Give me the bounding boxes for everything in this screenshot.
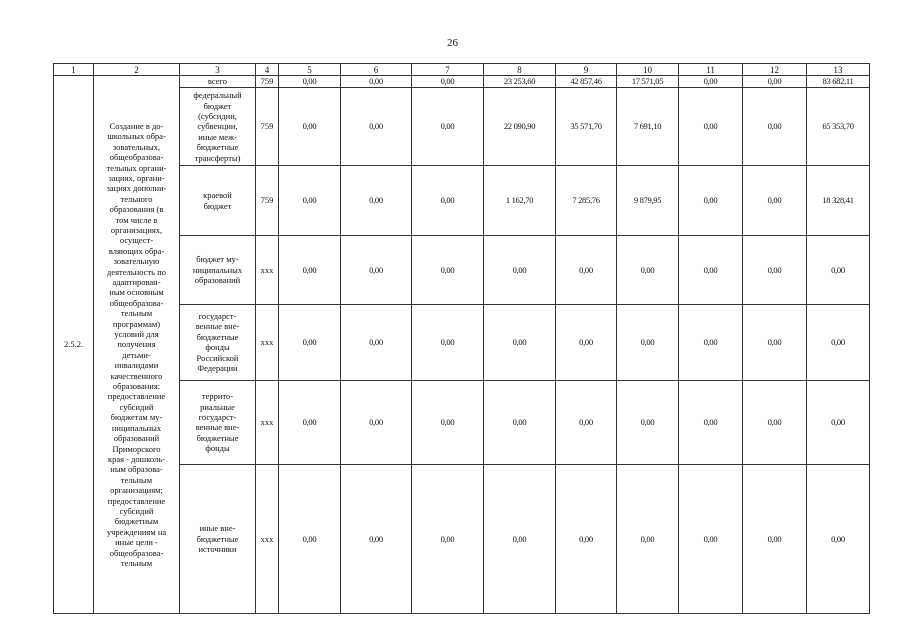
funding-source-line: бюджетные — [196, 432, 239, 443]
funding-source-line: субвенции, — [197, 121, 238, 132]
value-cell: 0,00 — [341, 304, 412, 380]
kbk-code: 759 — [256, 166, 279, 236]
funding-source-line: бюджетные — [196, 331, 239, 342]
description-line: адаптирован- — [112, 277, 161, 288]
funding-source-line: трансферты) — [194, 152, 241, 163]
header-cell: 2 — [94, 64, 180, 76]
value-cell: 0,00 — [341, 380, 412, 464]
header-cell: 13 — [807, 64, 870, 76]
value-cell: 0,00 — [679, 380, 743, 464]
value-cell: 0,00 — [807, 304, 870, 380]
value-cell: 0,00 — [412, 166, 484, 236]
funding-source-line: венные вне- — [195, 422, 240, 433]
funding-source-line: государст- — [198, 311, 237, 322]
value-cell: 0,00 — [412, 235, 484, 304]
value-cell: 0,00 — [556, 464, 617, 613]
kbk-code: xxx — [256, 380, 279, 464]
funding-source-line: фонды — [205, 342, 230, 353]
value-cell: 0,00 — [279, 235, 341, 304]
description-line: учреждениям на — [106, 526, 167, 537]
value-cell: 0,00 — [617, 464, 679, 613]
description-line: программам) — [112, 318, 161, 329]
description-line: ным образова- — [110, 464, 163, 475]
description-line: тельным — [120, 308, 153, 319]
kbk-code: 759 — [256, 76, 279, 88]
description-line: тельных органи- — [106, 162, 167, 173]
funding-source — [180, 235, 256, 304]
value-cell: 35 571,70 — [556, 88, 617, 166]
value-cell: 0,00 — [556, 304, 617, 380]
funding-source-line: бюджетные — [196, 142, 239, 153]
description-line: ным основным — [109, 287, 164, 298]
description-line: том числе в — [115, 214, 158, 225]
header-row — [54, 64, 870, 76]
value-cell: 0,00 — [279, 304, 341, 380]
value-cell: 0,00 — [484, 380, 556, 464]
funding-source-line: ниципальных — [192, 264, 243, 275]
value-cell: 0,00 — [679, 166, 743, 236]
description-line: деятельность по — [107, 266, 166, 277]
page-number: 26 — [447, 37, 458, 49]
kbk-code: xxx — [256, 235, 279, 304]
header-cell: 10 — [617, 64, 679, 76]
value-cell: 23 253,60 — [484, 76, 556, 88]
header-cell: 4 — [256, 64, 279, 76]
value-cell: 0,00 — [556, 235, 617, 304]
funding-source — [180, 304, 256, 380]
funding-source-line: федеральный — [193, 90, 242, 101]
description-line: образований — [113, 433, 160, 444]
description-line: субсидий — [119, 505, 154, 516]
funding-source-line: иные меж- — [198, 131, 237, 142]
value-cell: 83 682,11 — [807, 76, 870, 88]
description-line: организациях, — [110, 224, 163, 235]
description-line: ниципальных — [111, 422, 162, 433]
value-cell: 42 857,46 — [556, 76, 617, 88]
value-cell: 0,00 — [679, 235, 743, 304]
funding-source — [180, 76, 256, 88]
description-line: Приморского — [112, 443, 161, 454]
header-cell: 5 — [279, 64, 341, 76]
funding-source — [180, 380, 256, 464]
value-cell: 0,00 — [743, 235, 807, 304]
value-cell: 0,00 — [279, 380, 341, 464]
description-line: тельным — [120, 474, 153, 485]
description-line: общеобразова- — [109, 297, 164, 308]
funding-source-line: бюджетные — [196, 533, 239, 544]
value-cell: 17 571,05 — [617, 76, 679, 88]
value-cell: 0,00 — [412, 304, 484, 380]
item-description — [94, 76, 180, 614]
description-line: получения — [117, 339, 156, 350]
table-row — [54, 76, 870, 88]
value-cell: 0,00 — [412, 464, 484, 613]
description-line: детьми- — [122, 349, 151, 360]
value-cell: 0,00 — [617, 380, 679, 464]
value-cell: 7 691,10 — [617, 88, 679, 166]
budget-table — [53, 63, 870, 614]
funding-source-line: террито- — [201, 391, 234, 402]
funding-source-line: Федерации — [197, 363, 238, 374]
header-cell: 8 — [484, 64, 556, 76]
description-line: субсидий — [119, 401, 154, 412]
value-cell: 1 162,70 — [484, 166, 556, 236]
description-line: зациях, органи- — [108, 172, 165, 183]
value-cell: 0,00 — [743, 166, 807, 236]
value-cell: 0,00 — [556, 380, 617, 464]
value-cell: 0,00 — [484, 464, 556, 613]
funding-source-line: образований — [194, 275, 241, 286]
funding-source-line: источники — [198, 544, 237, 555]
kbk-code: xxx — [256, 304, 279, 380]
funding-source-line: фонды — [205, 443, 230, 454]
value-cell: 0,00 — [412, 88, 484, 166]
value-cell: 65 353,70 — [807, 88, 870, 166]
value-cell: 0,00 — [679, 304, 743, 380]
description-line: образования: — [112, 381, 161, 392]
value-cell: 0,00 — [743, 304, 807, 380]
header-cell: 6 — [341, 64, 412, 76]
value-cell: 0,00 — [412, 76, 484, 88]
value-cell: 0,00 — [279, 88, 341, 166]
description-line: предоставление — [107, 495, 166, 506]
value-cell: 0,00 — [743, 464, 807, 613]
value-cell: 18 328,41 — [807, 166, 870, 236]
description-line: зациях дополни- — [106, 183, 167, 194]
value-cell: 0,00 — [807, 464, 870, 613]
value-cell: 9 879,95 — [617, 166, 679, 236]
description-line: края - дошколь- — [107, 453, 166, 464]
value-cell: 0,00 — [743, 76, 807, 88]
header-cell: 3 — [180, 64, 256, 76]
value-cell: 0,00 — [341, 235, 412, 304]
description-line: образования (в — [109, 204, 164, 215]
description-line: условий для — [114, 329, 159, 340]
value-cell: 0,00 — [484, 235, 556, 304]
funding-source-line: бюджет — [203, 100, 232, 111]
funding-source-line: всего — [207, 76, 228, 87]
description-line: бюджетным — [114, 516, 159, 527]
funding-source-line: государст- — [198, 411, 237, 422]
funding-source-line: риальные — [200, 401, 235, 412]
funding-source-line: бюджет — [203, 200, 232, 211]
description-line: зовательную — [113, 256, 160, 267]
value-cell: 22 090,90 — [484, 88, 556, 166]
value-cell: 0,00 — [679, 464, 743, 613]
description-line: качественного — [110, 370, 163, 381]
value-cell: 0,00 — [617, 304, 679, 380]
funding-source-line: Российской — [196, 352, 239, 363]
description-line: тельным — [120, 557, 153, 568]
description-line: общеобразова- — [109, 547, 164, 558]
header-cell: 9 — [556, 64, 617, 76]
description-line: организациям; — [110, 485, 163, 496]
value-cell: 0,00 — [617, 235, 679, 304]
header-cell: 7 — [412, 64, 484, 76]
funding-source — [180, 464, 256, 613]
value-cell: 0,00 — [412, 380, 484, 464]
kbk-code: 759 — [256, 88, 279, 166]
description-line: Создание в до- — [109, 120, 164, 131]
description-line: предоставление — [107, 391, 166, 402]
funding-source-line: бюджет му- — [196, 254, 239, 265]
funding-source — [180, 166, 256, 236]
value-cell: 7 285,76 — [556, 166, 617, 236]
value-cell: 0,00 — [484, 304, 556, 380]
funding-source-line: иные вне- — [199, 523, 236, 534]
value-cell: 0,00 — [341, 166, 412, 236]
value-cell: 0,00 — [279, 76, 341, 88]
funding-source-line: (субсидии, — [198, 110, 237, 121]
item-code: 2.5.2. — [54, 76, 94, 614]
description-line: тельного — [120, 193, 153, 204]
description-line: инвалидами — [114, 360, 159, 371]
value-cell: 0,00 — [341, 88, 412, 166]
description-line: бюджетам му- — [110, 412, 163, 423]
value-cell: 0,00 — [679, 76, 743, 88]
value-cell: 0,00 — [807, 380, 870, 464]
value-cell: 0,00 — [679, 88, 743, 166]
funding-source-line: краевой — [203, 190, 232, 201]
description-line: общеобразова- — [109, 152, 164, 163]
header-cell: 1 — [54, 64, 94, 76]
description-line: вляющих обра- — [108, 245, 165, 256]
value-cell: 0,00 — [279, 166, 341, 236]
value-cell: 0,00 — [807, 235, 870, 304]
value-cell: 0,00 — [341, 464, 412, 613]
value-cell: 0,00 — [279, 464, 341, 613]
header-cell: 11 — [679, 64, 743, 76]
header-cell: 12 — [743, 64, 807, 76]
funding-source-line: венные вне- — [195, 321, 240, 332]
description-line: осущест- — [119, 235, 154, 246]
description-line: школьных обра- — [107, 131, 166, 142]
value-cell: 0,00 — [341, 76, 412, 88]
description-line: зовательных, — [112, 141, 161, 152]
kbk-code: xxx — [256, 464, 279, 613]
funding-source — [180, 88, 256, 166]
value-cell: 0,00 — [743, 88, 807, 166]
description-line: иные цели - — [115, 537, 158, 548]
value-cell: 0,00 — [743, 380, 807, 464]
